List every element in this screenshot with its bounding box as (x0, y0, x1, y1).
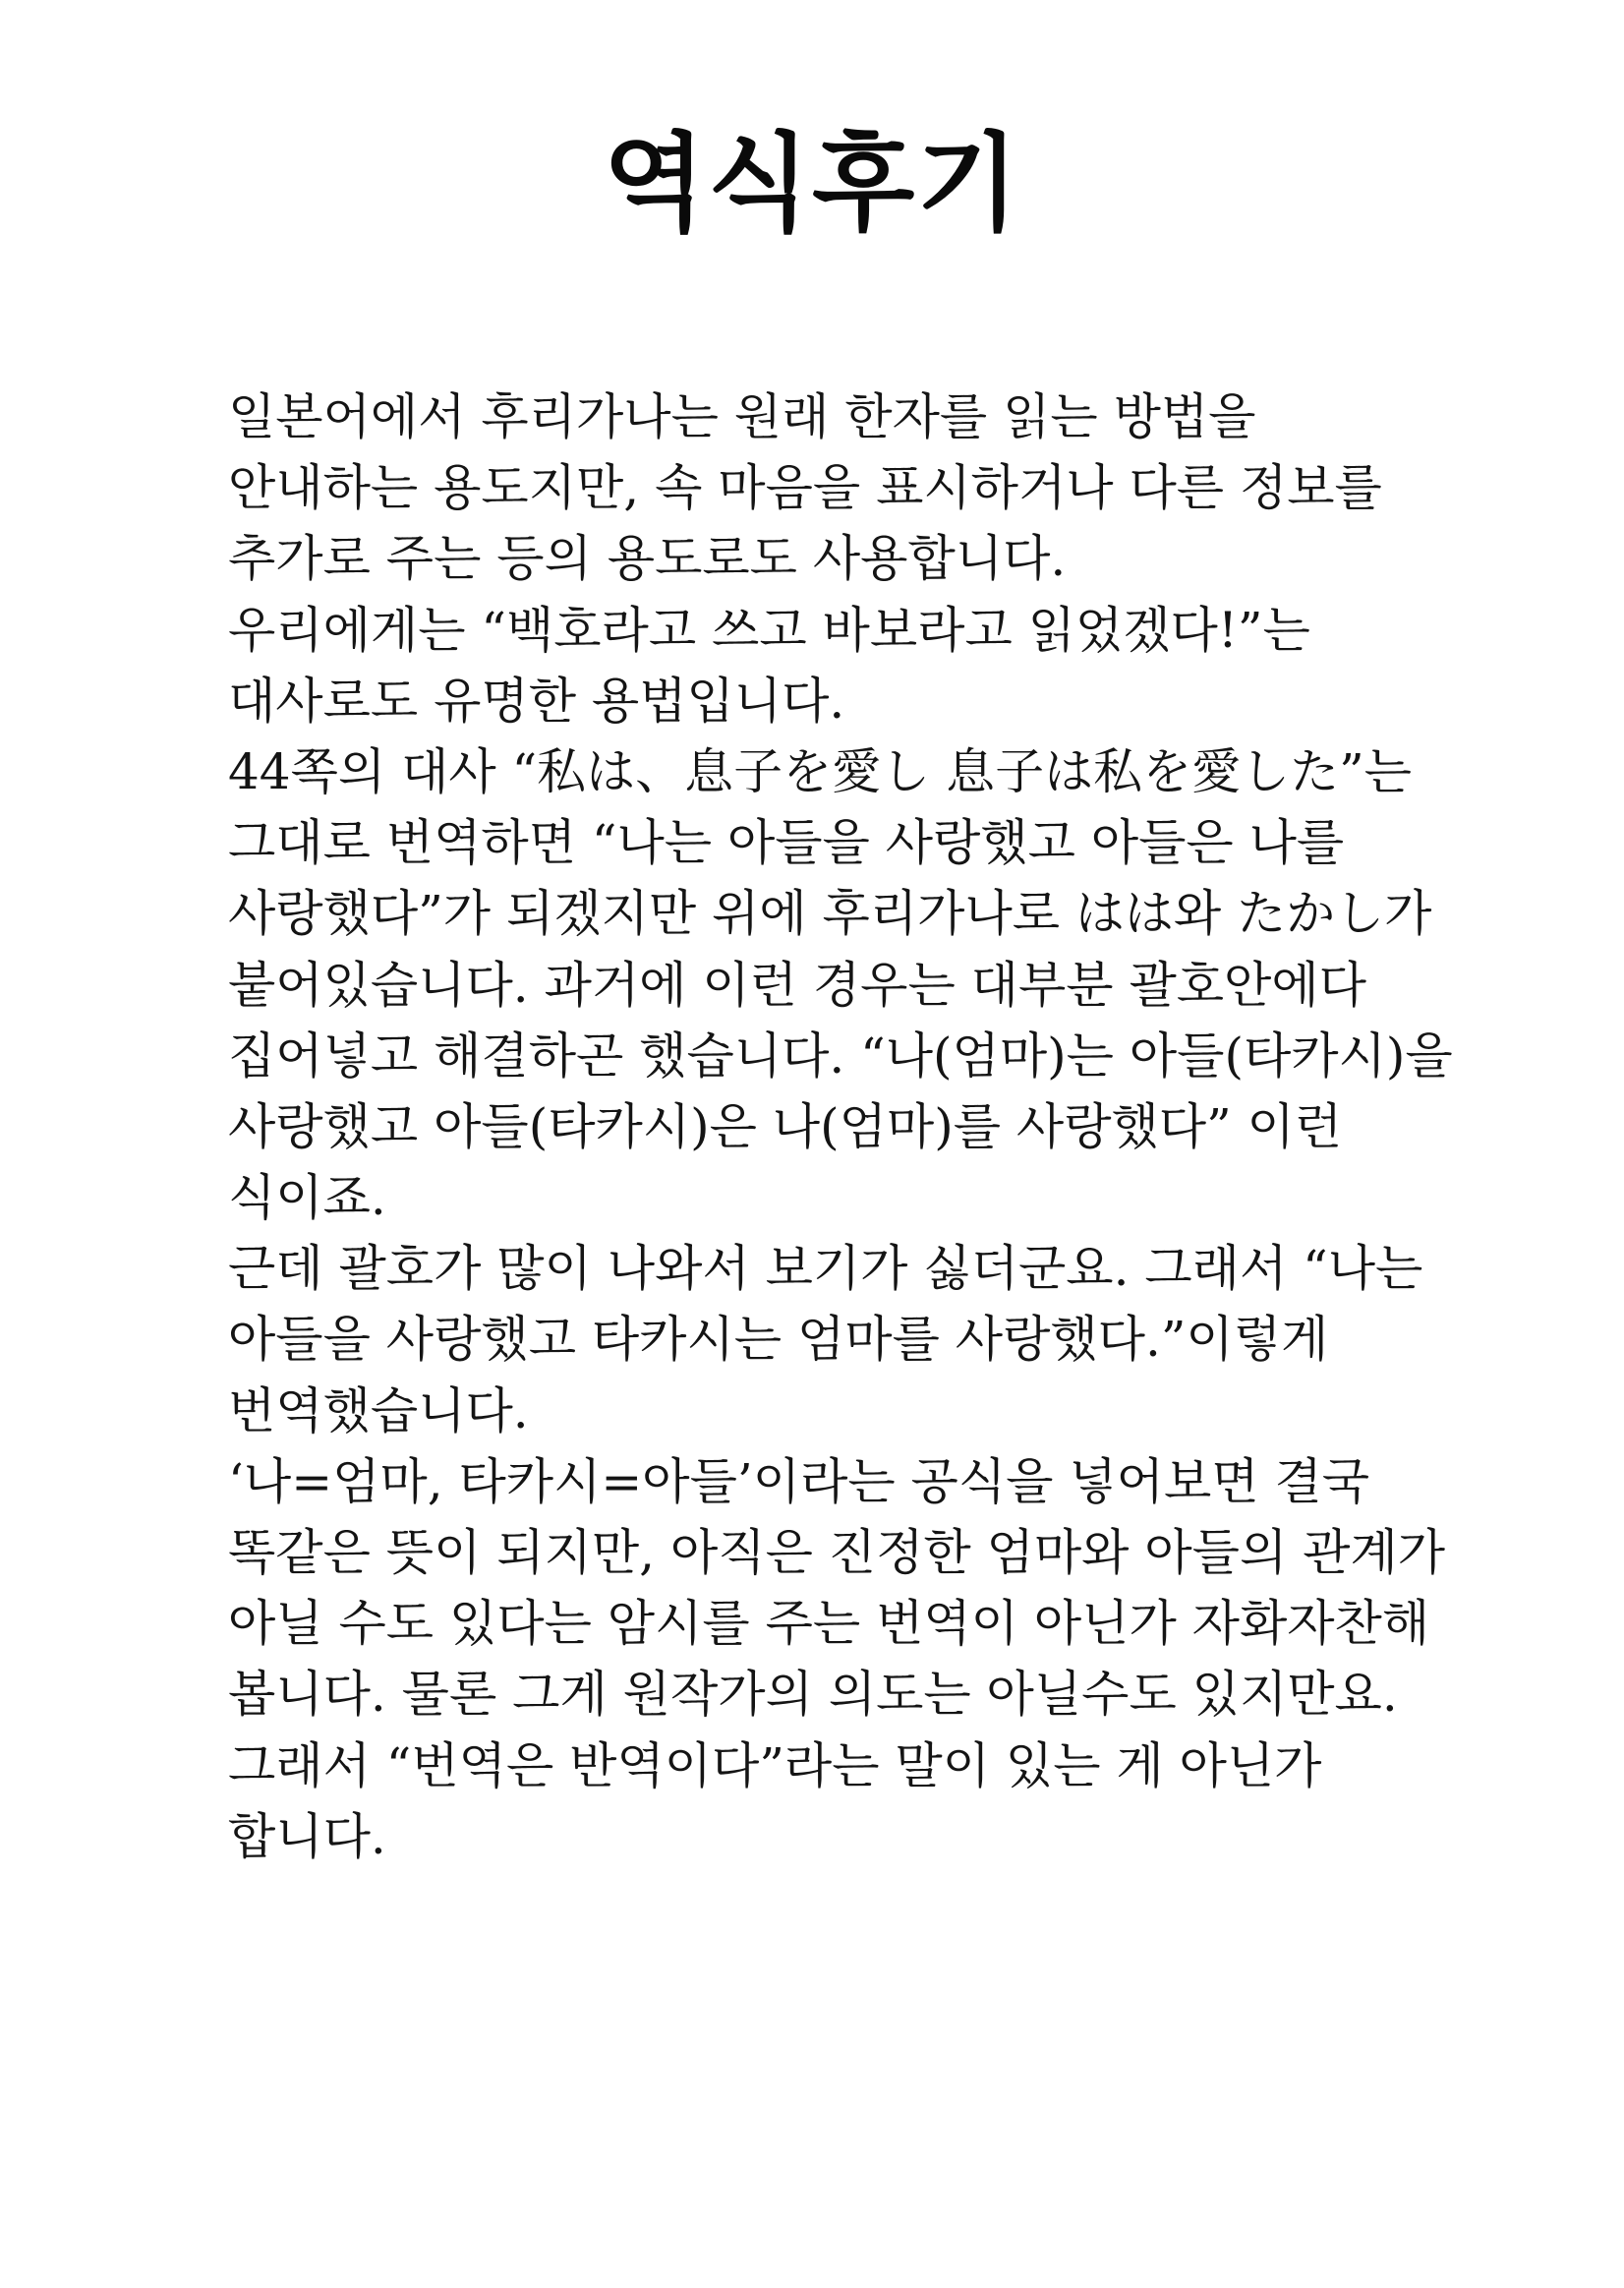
text-line: 우리에게는 “백호라고 쓰고 바보라고 읽었겠다!”는 (228, 601, 1310, 659)
text-line: 일본어에서 후리가나는 원래 한자를 읽는 방법을 (228, 388, 1256, 445)
text-line: 사랑했고 아들(타카시)은 나(엄마)를 사랑했다” 이런 (228, 1097, 1343, 1155)
text-line: 합니다. (228, 1807, 386, 1865)
text-line: 그래서 “번역은 반역이다”라는 말이 있는 게 아닌가 (228, 1736, 1322, 1794)
text-line: 44쪽의 대사 “私は、息子を愛し 息子は私を愛した”는 (228, 742, 1412, 800)
text-line: 사랑했다”가 되겠지만 위에 후리가나로 はは와 たかし가 (228, 885, 1432, 943)
text-line: 그대로 번역하면 “나는 아들을 사랑했고 아들은 나를 (228, 814, 1345, 872)
page-title: 역식후기 (603, 123, 1021, 246)
text-line: 똑같은 뜻이 되지만, 아직은 진정한 엄마와 아들의 관계가 (228, 1524, 1446, 1581)
text-line: 대사로도 유명한 용법입니다. (228, 672, 845, 730)
text-line: 붙어있습니다. 과거에 이런 경우는 대부분 괄호안에다 (228, 956, 1366, 1014)
text-line: 식이죠. (228, 1169, 386, 1227)
text-line: 안내하는 용도지만, 속 마음을 표시하거나 다른 정보를 (228, 459, 1382, 517)
text-line: 번역했습니다. (228, 1381, 529, 1439)
text-line: 봅니다. 물론 그게 원작가의 의도는 아닐수도 있지만요. (228, 1666, 1398, 1724)
text-line: 근데 괄호가 많이 나와서 보기가 싫더군요. 그래서 “나는 (228, 1240, 1423, 1298)
text-line: 아들을 사랑했고 타카시는 엄마를 사랑했다.”이렇게 (228, 1311, 1329, 1369)
text-line: ‘나=엄마, 타카시=아들’이라는 공식을 넣어보면 결국 (228, 1452, 1370, 1510)
note-body (228, 381, 1506, 1872)
text-line: 아닐 수도 있다는 암시를 주는 번역이 아닌가 자화자찬해 (228, 1595, 1430, 1653)
text-line: 추가로 주는 등의 용도로도 사용합니다. (228, 530, 1067, 588)
text-line: 집어넣고 해결하곤 했습니다. “나(엄마)는 아들(타카시)을 (228, 1027, 1453, 1085)
